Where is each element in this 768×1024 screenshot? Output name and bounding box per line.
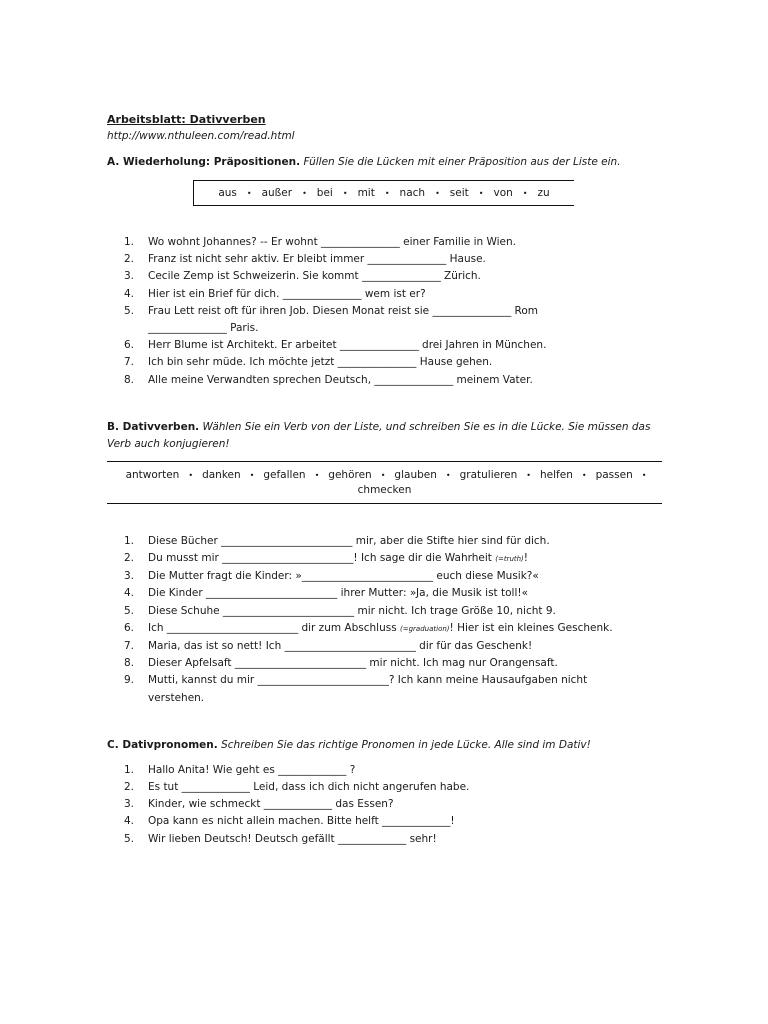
item-number: 9.: [124, 674, 135, 687]
sentence-text: Es tut _____________ Leid, dass ich dich nicht angerufen habe.: [148, 781, 470, 794]
sentence-text: Die Kinder _________________________ ihrer Mutter: »Ja, die Musik ist toll!«: [148, 587, 529, 600]
sentence-end: ! Hier ist ein kleines Geschenk.: [449, 621, 613, 634]
sentence-end: !: [523, 552, 529, 565]
sentence-text: Wo wohnt Johannes? -- Er wohnt _______________ einer Familie in Wien.: [148, 236, 516, 248]
section-a-header: [107, 154, 667, 171]
bullet-separator: •: [314, 470, 320, 480]
item-text: [148, 568, 667, 585]
word-option: zu: [537, 187, 550, 199]
gloss-note: (=truth): [495, 555, 524, 564]
item-text: [148, 268, 667, 285]
section-b-heading: B. Dativverben.: [107, 420, 200, 433]
list-item: [107, 550, 667, 568]
section-c-list: [107, 762, 667, 848]
section-b-header: [107, 419, 667, 453]
sentence-text: Hier ist ein Brief für dich. _______________ wem ist er?: [148, 287, 426, 300]
list-item: [107, 603, 667, 620]
section-c-instruction: Schreiben Sie das richtige Pronomen in jede Lücke. Alle sind im Dativ!: [221, 738, 591, 751]
word-option: chmecken: [357, 483, 412, 496]
section-b-instruction: Wählen Sie ein Verb von der Liste, und schreiben Sie es in die Lücke. Sie müssen das Verb auch konjugieren!: [107, 420, 651, 450]
worksheet: [107, 113, 667, 848]
sentence-text: Alle meine Verwandten sprechen Deutsch, _______________ meinem Vater.: [148, 373, 533, 386]
section-a-heading: A. Wiederholung: Präpositionen.: [107, 156, 301, 168]
verb-word-box: [107, 461, 662, 504]
list-item: [107, 533, 667, 550]
item-text: [148, 796, 667, 813]
word-option: seit: [449, 187, 469, 199]
item-text: [148, 234, 667, 251]
bullet-separator: •: [302, 188, 307, 198]
list-item: [107, 813, 667, 830]
word-option: glauben: [394, 468, 437, 481]
item-number: 3.: [124, 570, 135, 583]
item-text: [148, 831, 667, 848]
item-text: [148, 620, 667, 638]
sentence-text: Opa kann es nicht allein machen. Bitte helft _____________!: [148, 815, 455, 828]
section-a-list: [107, 234, 667, 389]
item-text: [148, 550, 667, 568]
list-item: [107, 831, 667, 848]
list-item: [107, 354, 667, 371]
word-option: bei: [316, 187, 333, 199]
sentence-text: Die Mutter fragt die Kinder: »_________________________ euch diese Musik?«: [148, 570, 539, 583]
item-number: 4.: [124, 587, 135, 600]
word-option: mit: [357, 187, 375, 199]
item-number: 1.: [124, 763, 135, 776]
sentence-text: Ich _________________________ dir zum Abschluss: [148, 621, 401, 634]
sentence-continuation: verstehen.: [148, 691, 205, 704]
item-number: 6.: [124, 621, 135, 634]
item-number: 2.: [124, 552, 135, 565]
item-number: 2.: [124, 781, 135, 794]
sentence-text: Wir lieben Deutsch! Deutsch gefällt _____________ sehr!: [148, 832, 437, 845]
item-number: 1.: [124, 534, 135, 547]
sentence-continuation: _______________ Paris.: [148, 322, 259, 335]
item-number: 5.: [124, 304, 135, 317]
section-a-instruction: Füllen Sie die Lücken mit einer Präposition aus der Liste ein.: [303, 156, 621, 168]
bullet-separator: •: [478, 188, 484, 198]
list-item: [107, 672, 667, 706]
item-text: [148, 251, 667, 268]
bullet-separator: •: [522, 188, 528, 198]
list-item: [107, 762, 667, 779]
list-item: [107, 568, 667, 585]
sentence-text: Hallo Anita! Wie geht es _____________ ?: [148, 763, 356, 776]
item-text: [148, 372, 667, 389]
item-number: 7.: [124, 356, 135, 369]
list-item: [107, 585, 667, 602]
item-text: [148, 337, 667, 354]
item-number: 3.: [124, 798, 135, 811]
item-text: [148, 303, 667, 337]
sentence-text: Mutti, kannst du mir _________________________? Ich kann meine Hausaufgaben nicht: [148, 674, 588, 687]
list-item: [107, 638, 667, 655]
bullet-separator: •: [526, 470, 531, 480]
item-number: 8.: [124, 373, 135, 386]
bullet-separator: •: [384, 188, 390, 198]
bullet-separator: •: [380, 470, 386, 480]
item-text: [148, 813, 667, 830]
item-text: [148, 603, 667, 620]
item-number: 4.: [124, 287, 135, 300]
word-option: helfen: [540, 468, 573, 481]
gloss-note: (=graduation): [400, 624, 450, 633]
list-item: [107, 796, 667, 813]
item-text: [148, 779, 667, 796]
word-option: antworten: [125, 468, 180, 481]
word-option: gratulieren: [459, 468, 518, 481]
sentence-text: Herr Blume ist Architekt. Er arbeitet _______________ drei Jahren in München.: [148, 339, 547, 352]
section-b-list: [107, 533, 667, 707]
source-url: http://www.nthuleen.com/read.html: [107, 130, 295, 142]
sentence-text: Diese Bücher _________________________ mir, aber die Stifte hier sind für dich.: [148, 534, 550, 547]
list-item: [107, 286, 667, 303]
bullet-separator: •: [246, 188, 252, 198]
item-text: [148, 655, 667, 672]
word-option: gehören: [328, 468, 372, 481]
list-item: [107, 251, 667, 268]
item-text: [148, 762, 667, 779]
section-c-heading: C. Dativpronomen.: [107, 738, 218, 751]
item-number: 6.: [124, 339, 135, 352]
list-item: [107, 779, 667, 796]
list-item: [107, 337, 667, 354]
item-text: [148, 638, 667, 655]
sentence-text: Maria, das ist so nett! Ich _________________________ dir für das Geschenk!: [148, 640, 533, 653]
list-item: [107, 268, 667, 285]
sentence-text: Du musst mir _________________________! Ich sage dir die Wahrheit: [148, 552, 496, 565]
item-number: 4.: [124, 815, 135, 828]
item-number: 7.: [124, 640, 135, 653]
word-option: aus: [218, 187, 237, 199]
list-item: [107, 372, 667, 389]
item-number: 5.: [124, 832, 135, 845]
page-title: Arbeitsblatt: Dativverben: [107, 113, 266, 126]
sentence-text: Kinder, wie schmeckt _____________ das Essen?: [148, 798, 394, 811]
bullet-separator: •: [445, 470, 451, 480]
item-number: 3.: [124, 270, 135, 283]
item-text: [148, 585, 667, 602]
word-option: nach: [399, 187, 426, 199]
list-item: [107, 620, 667, 638]
section-c-header: [107, 737, 667, 754]
list-item: [107, 303, 667, 337]
word-option: passen: [595, 468, 633, 481]
sentence-text: Frau Lett reist oft für ihren Job. Diesen Monat reist sie _______________ Rom: [148, 304, 539, 317]
sentence-text: Diese Schuhe _________________________ mir nicht. Ich trage Größe 10, nicht 9.: [148, 604, 556, 617]
list-item: [107, 234, 667, 251]
item-text: [148, 354, 667, 371]
item-text: [148, 533, 667, 550]
item-number: 8.: [124, 657, 135, 670]
list-item: [107, 655, 667, 672]
bullet-separator: •: [188, 470, 194, 480]
item-number: 2.: [124, 253, 135, 266]
word-option: von: [493, 187, 513, 199]
word-option: gefallen: [263, 468, 306, 481]
sentence-text: Cecile Zemp ist Schweizerin. Sie kommt _______________ Zürich.: [148, 270, 481, 283]
sentence-text: Franz ist nicht sehr aktiv. Er bleibt immer _______________ Hause.: [148, 253, 486, 266]
item-number: 1.: [124, 236, 135, 248]
item-text: [148, 286, 667, 303]
item-number: 5.: [124, 604, 135, 617]
bullet-separator: •: [342, 188, 348, 198]
bullet-separator: •: [581, 470, 587, 480]
preposition-word-box: [193, 180, 574, 206]
item-text: [148, 672, 667, 706]
sentence-text: Ich bin sehr müde. Ich möchte jetzt _______________ Hause gehen.: [148, 356, 493, 369]
bullet-separator: •: [641, 470, 647, 480]
sentence-text: Dieser Apfelsaft _________________________ mir nicht. Ich mag nur Orangensaft.: [148, 657, 558, 670]
word-option: außer: [261, 187, 293, 199]
bullet-separator: •: [435, 188, 440, 198]
bullet-separator: •: [249, 470, 255, 480]
word-option: danken: [202, 468, 241, 481]
